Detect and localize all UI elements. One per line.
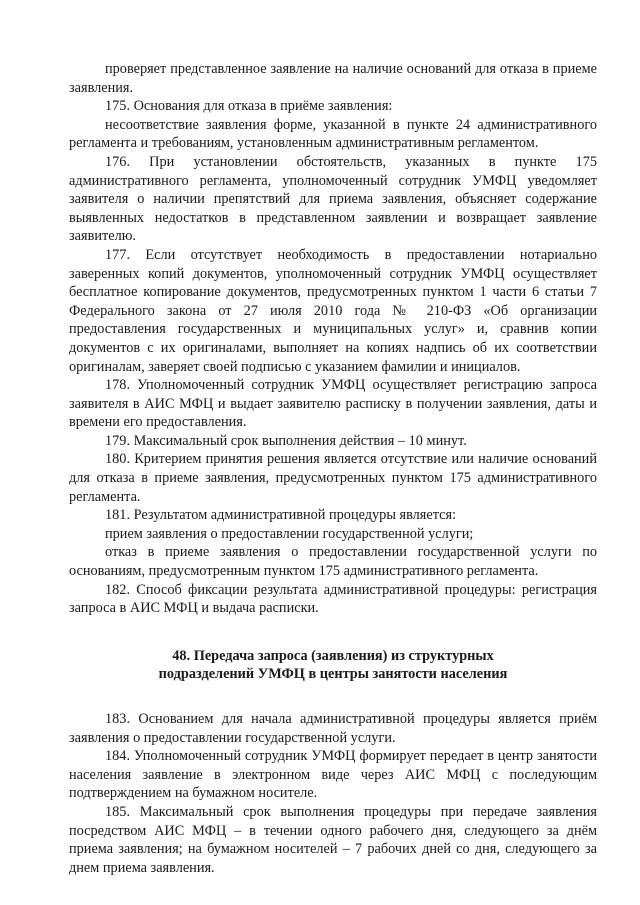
paragraph-179: 179. Максимальный срок выполнения действия – 10 минут. bbox=[105, 432, 467, 449]
paragraph-182: 182. Способ фиксации результата административной процедуры: регистрация запроса в АИС МФЦ и выдача расписки. bbox=[69, 581, 597, 617]
paragraph-175-item: несоответствие заявления форме, указанной в пункте 24 административного регламента и требованиям, установленным административным регламентом. bbox=[69, 116, 597, 152]
paragraphs-before bbox=[69, 60, 597, 618]
paragraph-185: 185. Максимальный срок выполнения процедуры при передаче заявления посредством АИС МФЦ – в течении одного рабочего дня, следующего за днём приема заявления; на бумажном носителей – 7 рабочих дней со дня, следующего за днем приема заявления. bbox=[69, 803, 597, 876]
paragraph-177: 177. Если отсутствует необходимость в предоставлении нотариально заверенных копий документов, уполномоченный сотрудник УМФЦ осуществляет бесплатное копирование документов, предусмотренных пунктом 1 части 6 статьи 7 Федерального закона от 27 июля 2010 года № 210-ФЗ «Об организации предоставления государственных и муниципальных услуг» и, сравнив копии документов с их оригиналами, выполняет на копиях надпись об их соответствии оригиналам, заверяет своей подписью с указанием фамилии и инициалов. bbox=[69, 246, 597, 375]
paragraph-183: 183. Основанием для начала административной процедуры является приём заявления о предоставлении государственной услуги. bbox=[69, 711, 597, 746]
paragraph-178: 178. Уполномоченный сотрудник УМФЦ осуществляет регистрацию запроса заявителя в АИС МФЦ и выдает заявителю расписку в получении заявления, даты и времени его предоставления. bbox=[69, 377, 597, 431]
section-heading bbox=[69, 647, 597, 684]
paragraphs-after bbox=[69, 710, 597, 877]
section-heading-line-2: подразделений УМФЦ в центры занятости населения bbox=[158, 666, 508, 683]
paragraph-180: 180. Критерием принятия решения является отсутствие или наличие оснований для отказа в приеме заявления, предусмотренных пунктом 175 административного регламента. bbox=[69, 451, 597, 505]
document-page bbox=[69, 60, 597, 877]
section-heading-line-1: 48. Передача запроса (заявления) из структурных bbox=[172, 647, 494, 664]
paragraph-181: 181. Результатом административной процедуры является: bbox=[105, 507, 457, 524]
paragraph-184: 184. Уполномоченный сотрудник УМФЦ формирует передает в центр занятости населения заявление в электронном виде через АИС МФЦ с последующим подтверждением на бумажном носителе. bbox=[69, 748, 597, 802]
paragraph-181-item-1: прием заявления о предоставлении государственной услуги; bbox=[105, 525, 474, 542]
paragraph-181-item-2: отказ в приеме заявления о предоставлении государственной услуги по основаниям, предусмотренным пунктом 175 административного регламента. bbox=[69, 544, 597, 580]
paragraph-175: 175. Основания для отказа в приёме заявления: bbox=[105, 98, 393, 115]
paragraph-continuation: проверяет представленное заявление на наличие оснований для отказа в приеме заявления. bbox=[69, 61, 597, 96]
paragraph-176: 176. При установлении обстоятельств, указанных в пункте 175 административного регламента, уполномоченный сотрудник УМФЦ уведомляет заявителя о наличии препятствий для приема заявления, объясняет содержание выявленных недостатков в представленном заявлении и возвращает заявление заявителю. bbox=[69, 153, 597, 245]
